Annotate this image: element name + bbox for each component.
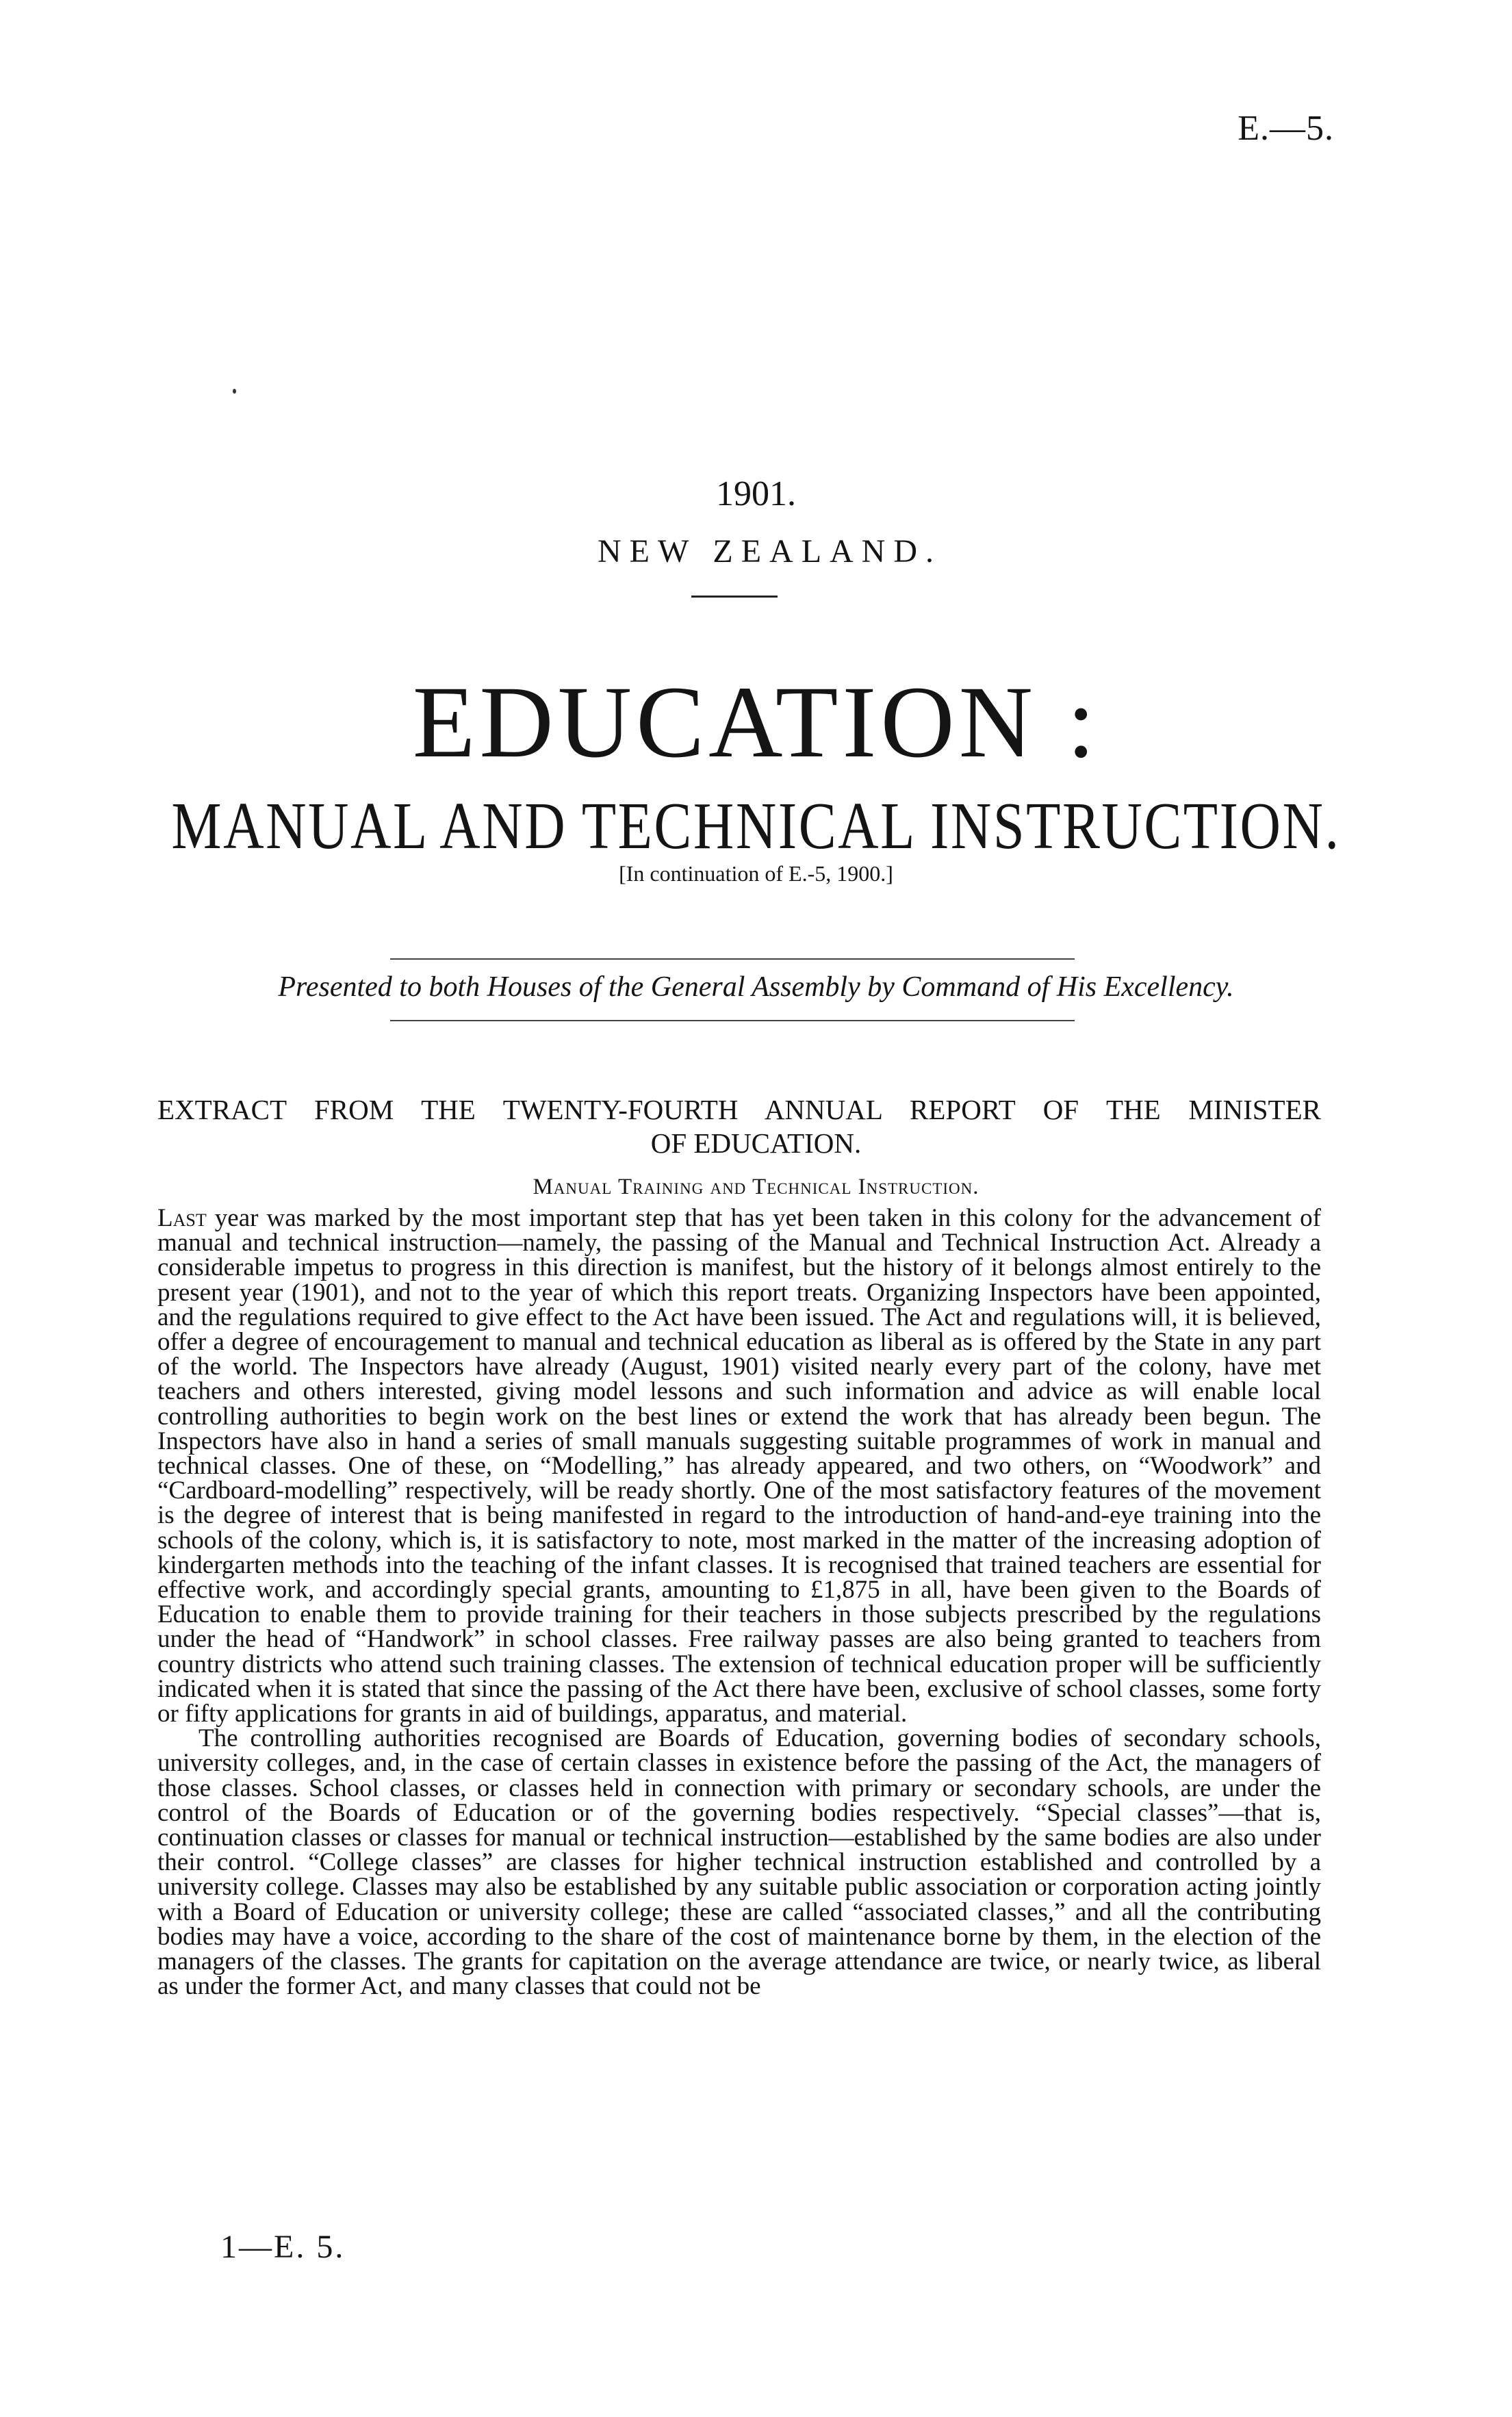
rule-top (390, 958, 1075, 960)
lead-word: Last (157, 1204, 207, 1232)
country-name: NEW ZEALAND. (597, 533, 943, 570)
document-subtitle: MANUAL AND TECHNICAL INSTRUCTION. (171, 789, 1341, 863)
paragraph-1-text: year was marked by the most important step that has yet been taken in this colony for the advancement of manual and technical instruction—namely, the passing of the Manual and Technical Instruction Act. Already a considerable impetus to progress in this direction is manifest, but the history of it belongs almost entirely to the present year (1901), and not to the year of which this report treats. Organizing Inspectors have been appointed, and the regulations required to give effect to the Act have been issued. The Act and regulations will, it is believed, offer a degree of encouragement to manual and technical education as liberal as is offered by the State in any part of the world. The Inspectors have already (August, 1901) visited nearly every part of the colony, have met teachers and others interested, giving model lessons and such information and advice as will enable local controlling authorities to begin work on the best lines or extend the work that has already been begun. The Inspectors have also in hand a series of small manuals suggesting suitable programmes of work in manual and technical classes. One of these, on “Modelling,” has already appeared, and two others, on “Woodwork” and “Cardboard-modelling” respectively, will be ready shortly. One of the most satisfactory features of the movement is the degree of interest that is being manifested in regard to the introduction of hand-and-eye training into the schools of the colony, which is, it is satisfactory to note, most marked in the matter of the increasing adoption of kindergarten methods into the teaching of the infant classes. It is recognised that trained teachers are essential for effective work, and accordingly special grants, amounting to £1,875 in all, have been given to the Boards of Education to enable them to provide training for their teachers in those subjects prescribed by the regulations under the head of “Handwork” in school classes. Free railway passes are also being granted to teachers from country districts who attend such training classes. The extension of technical education proper will be sufficiently indicated when it is stated that since the passing of the Act there have been, exclusive of school classes, some forty or fifty applications for grants in aid of buildings, apparatus, and material. (157, 1204, 1321, 1728)
presentation-line: Presented to both Houses of the General Assembly by Command of His Excellency. (278, 971, 1234, 1003)
ink-speck (233, 389, 236, 394)
extract-heading-line1: EXTRACT FROM THE TWENTY-FOURTH ANNUAL REPORT OF THE MINISTER (157, 1094, 1321, 1125)
report-year: 1901. (716, 474, 796, 513)
page-reference: E.—5. (1238, 109, 1334, 148)
paragraph-2: The controlling authorities recognised are Boards of Education, governing bodies of secondary schools, university colleges, and, in the case of certain classes in existence before the passing of the Act, the managers of those classes. School classes, or classes held in connection with primary or secondary schools, are under the control of the Boards of Education or of the governing bodies respectively. “Special classes”—that is, continuation classes or classes for manual or technical instruction—established by the same bodies are also under their control. “College classes” are classes for higher technical instruction established and controlled by a university college. Classes may also be established by any suitable public association or corporation acting jointly with a Board of Education or university college; these are called “associated classes,” and all the contributing bodies may have a voice, according to the share of the cost of maintenance borne by them, in the election of the managers of the classes. The grants for capitation on the average attendance are twice, or nearly twice, as liberal as under the former Act, and many classes that could not be (157, 1724, 1321, 2001)
paragraph-1 (157, 1206, 1321, 1726)
page-signature: 1—E. 5. (220, 2229, 346, 2265)
rule-bottom (390, 1020, 1075, 1021)
report-body (157, 1206, 1321, 1999)
extract-heading-line2: OF EDUCATION. (650, 1127, 862, 1159)
title-divider (691, 596, 778, 598)
continuation-note: [In continuation of E.-5, 1900.] (619, 861, 893, 886)
section-heading: Manual Training and Technical Instruction. (533, 1175, 979, 1199)
document-title: EDUCATION : (412, 665, 1100, 779)
